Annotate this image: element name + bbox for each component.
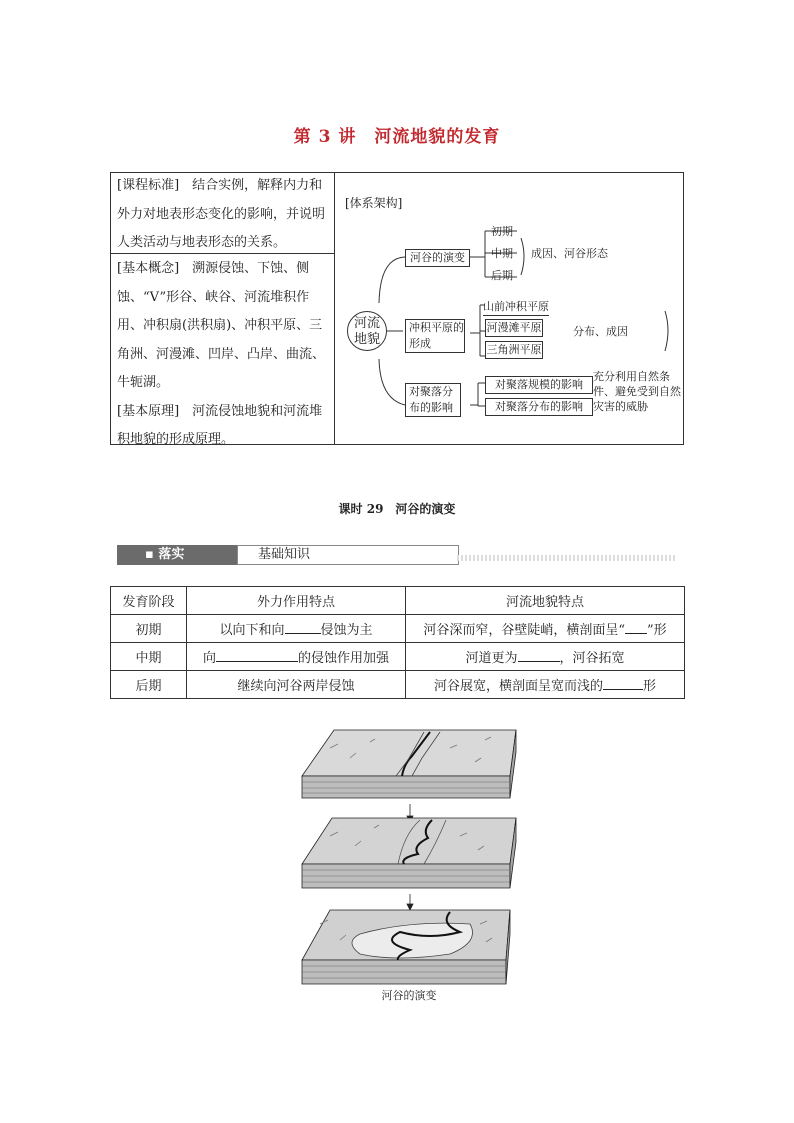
- branch-alluvial-plain: 冲积平原的形成: [405, 319, 465, 353]
- floodplain: 河漫滩平原: [485, 319, 543, 337]
- landform-cell: 河谷深而窄，谷壁陡峭，横剖面呈“ ”形: [406, 615, 685, 643]
- block-late-stage: [302, 910, 510, 984]
- block-early-stage: [302, 730, 516, 798]
- settlement-scale: 对聚落规模的影响: [485, 376, 593, 394]
- stage-cell: 中期: [111, 643, 187, 671]
- stage-cell: 初期: [111, 615, 187, 643]
- delta-plain: 三角洲平原: [485, 341, 543, 359]
- river-valley-figure: [300, 728, 518, 990]
- settlement-distribution: 对聚落分布的影响: [485, 398, 593, 416]
- stage-middle: 中期: [491, 247, 513, 260]
- basic-principles: [基本原理] 河流侵蚀地貌和河流堆积地貌的形成原理。: [117, 403, 323, 447]
- branch-river-valley: 河谷的演变: [405, 249, 470, 267]
- blank-answer[interactable]: [285, 621, 321, 634]
- section-bar: [117, 545, 677, 567]
- section-stripe: [457, 555, 677, 561]
- stage-cell: 后期: [111, 671, 187, 699]
- curve-to-branch-3: [379, 359, 405, 405]
- intro-left-column: [111, 173, 335, 447]
- framework-root: 河流地貌: [347, 311, 387, 351]
- curve-to-branch-1: [379, 257, 405, 303]
- branch-3-lines: [470, 383, 485, 406]
- page-title: 第 3 讲 河流地貌的发育: [293, 127, 501, 147]
- stage-late: 后期: [491, 269, 513, 282]
- framework-label: [体系架构]: [345, 196, 403, 210]
- table-header-row: [111, 587, 685, 615]
- block-middle-stage: [302, 818, 516, 888]
- branch-2-result: 分布、成因: [573, 325, 628, 338]
- landform-cell: 河道更为 ，河谷拓宽: [406, 643, 685, 671]
- basic-concepts-and-principles: [111, 255, 335, 455]
- bracket-1: [521, 238, 524, 275]
- stage-early: 初期: [491, 225, 513, 238]
- basic-concepts: [基本概念] 溯源侵蚀、下蚀、侧蚀、“V”形谷、峡谷、河流堆积作用、冲积扇(洪积扇)、冲积平原、三角洲、河漫滩、凹岸、凸岸、曲流、牛轭湖。: [117, 261, 326, 390]
- branch-3-result: 充分利用自然条件、避免受到自然灾害的威胁: [593, 370, 681, 413]
- header-landform: 河流地貌特点: [406, 587, 685, 615]
- landform-cell: 河谷展宽，横剖面呈宽而浅的 形: [406, 671, 685, 699]
- intro-table: [110, 172, 684, 445]
- header-stage: 发育阶段: [111, 587, 187, 615]
- force-cell: 向 的侵蚀作用加强: [187, 643, 406, 671]
- header-force: 外力作用特点: [187, 587, 406, 615]
- blank-answer[interactable]: [216, 649, 298, 662]
- blank-answer[interactable]: [603, 677, 643, 690]
- curriculum-standard: [课程标准] 结合实例，解释内力和外力对地表形态变化的影响，并说明人类活动与地表形态的关系。: [111, 172, 335, 254]
- table-row: [111, 643, 685, 671]
- blank-answer[interactable]: [518, 649, 560, 662]
- lesson-title: 课时 29 河谷的演变: [338, 502, 456, 516]
- bracket-2: [665, 311, 668, 351]
- framework-diagram: [335, 173, 683, 444]
- branch-1-result: 成因、河谷形态: [531, 247, 608, 260]
- force-cell: 继续向河谷两岸侵蚀: [187, 671, 406, 699]
- branch-settlement-influence: 对聚落分布的影响: [405, 383, 461, 417]
- section-tag: ▪ 落实: [117, 545, 237, 565]
- table-row: [111, 615, 685, 643]
- figure-caption: 河谷的演变: [381, 989, 437, 1002]
- blank-answer[interactable]: [625, 621, 647, 634]
- stage-table: [110, 586, 685, 699]
- valley-evolution-illustration: [300, 728, 518, 990]
- section-label: 基础知识: [237, 545, 459, 565]
- table-row: [111, 671, 685, 699]
- piedmont-plain: 山前冲积平原: [483, 298, 549, 316]
- force-cell: 以向下和向 侵蚀为主: [187, 615, 406, 643]
